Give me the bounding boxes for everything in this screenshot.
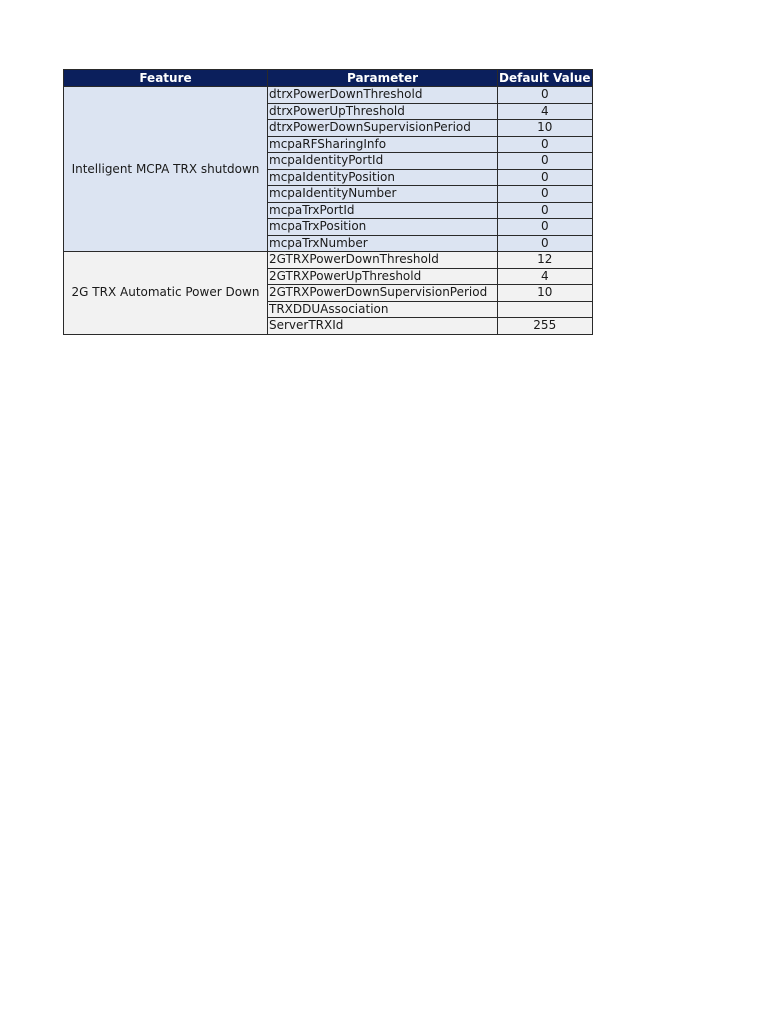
parameter-cell: dtrxPowerDownThreshold [268, 87, 498, 104]
value-cell: 10 [498, 120, 593, 137]
value-cell: 0 [498, 87, 593, 104]
parameter-cell: dtrxPowerDownSupervisionPeriod [268, 120, 498, 137]
header-row [64, 70, 593, 87]
parameter-cell: mcpaTrxPortId [268, 202, 498, 219]
value-cell: 0 [498, 186, 593, 203]
feature-cell: Intelligent MCPA TRX shutdown [64, 87, 268, 252]
header-default-value-label: Default Value [499, 70, 591, 85]
header-feature: Feature [64, 70, 268, 87]
value-cell: 0 [498, 153, 593, 170]
value-cell: 12 [498, 252, 593, 269]
header-default-value [498, 70, 593, 87]
value-cell: 4 [498, 268, 593, 285]
value-cell: 0 [498, 219, 593, 236]
value-cell: 255 [498, 318, 593, 335]
parameter-cell: TRXDDUAssociation [268, 301, 498, 318]
value-cell: 4 [498, 103, 593, 120]
value-cell: 10 [498, 285, 593, 302]
parameter-cell: 2GTRXPowerDownThreshold [268, 252, 498, 269]
parameter-cell: ServerTRXId [268, 318, 498, 335]
parameter-cell: mcpaRFSharingInfo [268, 136, 498, 153]
value-cell: 0 [498, 136, 593, 153]
table-row [64, 252, 593, 269]
header-parameter: Parameter [268, 70, 498, 87]
parameter-cell: mcpaTrxNumber [268, 235, 498, 252]
parameter-cell: mcpaIdentityNumber [268, 186, 498, 203]
value-cell [498, 301, 593, 318]
parameter-cell: mcpaIdentityPosition [268, 169, 498, 186]
parameter-cell: dtrxPowerUpThreshold [268, 103, 498, 120]
parameters-table [63, 69, 593, 335]
value-cell: 0 [498, 202, 593, 219]
table-row [64, 87, 593, 104]
parameter-cell: 2GTRXPowerDownSupervisionPeriod [268, 285, 498, 302]
parameter-cell: mcpaTrxPosition [268, 219, 498, 236]
feature-cell: 2G TRX Automatic Power Down [64, 252, 268, 335]
parameter-cell: 2GTRXPowerUpThreshold [268, 268, 498, 285]
parameter-cell: mcpaIdentityPortId [268, 153, 498, 170]
value-cell: 0 [498, 169, 593, 186]
value-cell: 0 [498, 235, 593, 252]
